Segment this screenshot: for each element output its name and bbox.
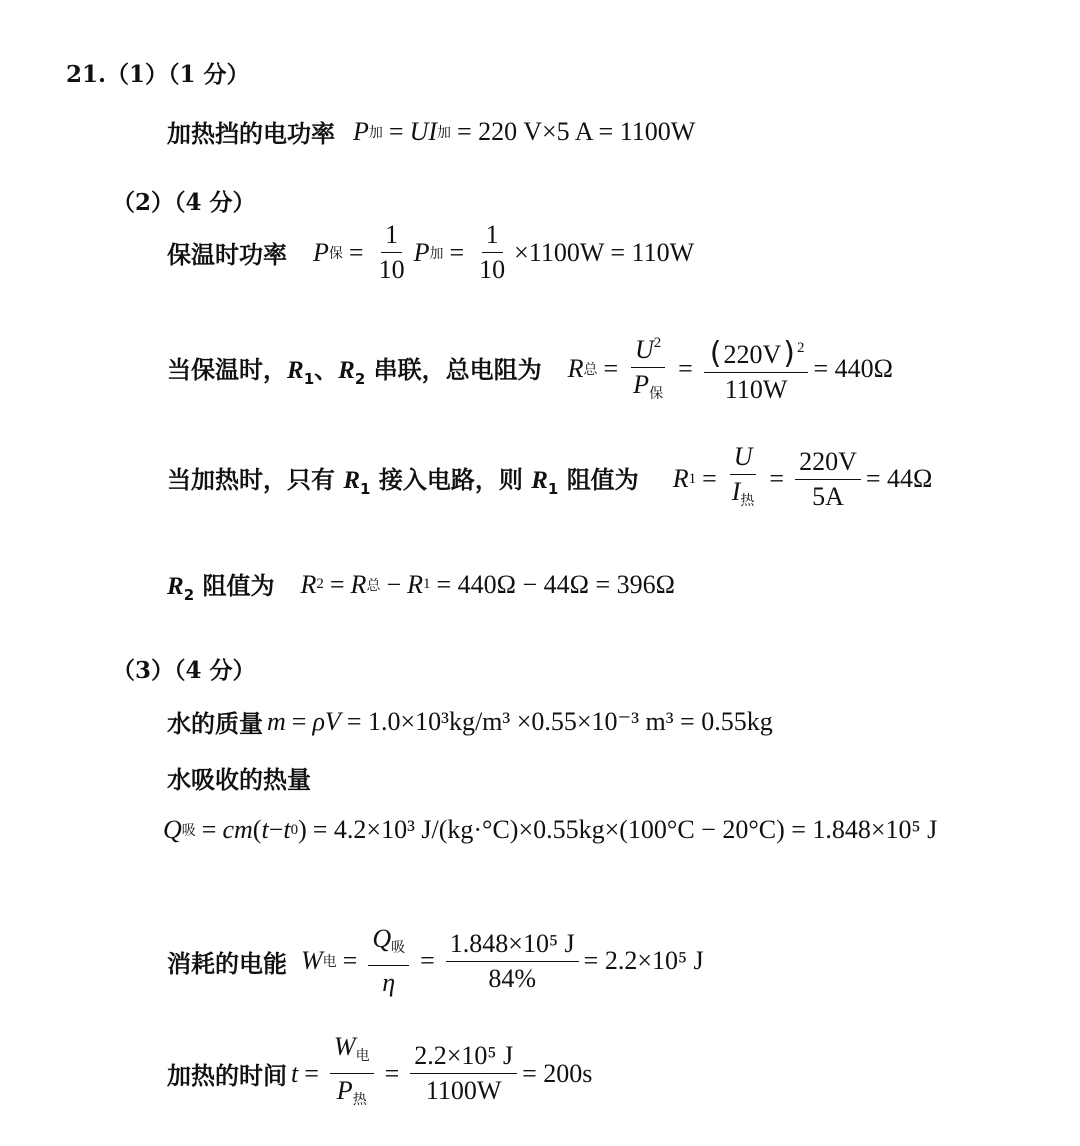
heat-absorbed-formula: Q 吸 = cm ( t − t 0 ) = 4.2×10³ J/(kg·°C)×0.55kg×(100°C − 20°C) = 1.848×10⁵ J bbox=[163, 815, 938, 844]
r1-resistance-formula: R 1 = $\frac{U}{I_热}$ = $\frac{220V}{5A}$ = 44Ω bbox=[672, 442, 933, 511]
heating-time-formula: t = $\frac{W_电}{P_热}$ = $\frac{\text{2.2×10⁵ J}}{1100W}$ = 200s bbox=[291, 1032, 593, 1108]
r2-resistance-formula: R 2 = R 总 − R 1 = 440Ω − 44Ω = 396Ω bbox=[300, 569, 675, 599]
heating-power-line bbox=[167, 114, 695, 149]
question-21-part2-header bbox=[112, 184, 256, 217]
header-text: （2）（4 分） bbox=[112, 189, 256, 216]
question-21-part1-header bbox=[66, 56, 250, 89]
heating-time-label: 加热的时间 bbox=[167, 1062, 287, 1090]
header-text: 21.（1）（1 分） bbox=[66, 61, 250, 88]
total-resistance-formula: R 总 = $\frac{U^2}{P_保}$ = $\frac{(220V) ^2}{110W}$ = 440Ω bbox=[568, 326, 893, 411]
electric-energy-label: 消耗的电能 bbox=[167, 949, 287, 978]
water-mass-label: 水的质量 bbox=[167, 710, 263, 738]
total-resistance-line bbox=[167, 326, 893, 411]
heat-absorbed-label: 水吸收的热量 bbox=[167, 766, 311, 794]
keep-warm-power-label: 保温时功率 bbox=[167, 241, 287, 269]
keep-warm-power-line bbox=[167, 218, 694, 287]
heat-absorbed-formula-line bbox=[163, 815, 937, 845]
heating-time-line bbox=[167, 1030, 592, 1117]
electric-energy-formula: W 电 = $\frac{Q_吸}{\eta}$ = $\frac{\text{1.848×10⁵ J}}{84\%}$ = 2.2×10⁵ J bbox=[301, 924, 704, 997]
electric-energy-line bbox=[167, 922, 704, 1000]
question-21-part3-header bbox=[112, 652, 256, 685]
header-text: （3）（4 分） bbox=[112, 657, 256, 684]
total-resistance-label: 当保温时，$R_1$、$R_2$ 串联，总电阻为 bbox=[167, 355, 542, 388]
keep-warm-power-formula: P 保 = $\frac{1}{10}$ P 加 = $\frac{1}{10}$ ×1100W = 110W bbox=[313, 220, 695, 284]
water-mass-line bbox=[167, 704, 773, 739]
heat-absorbed-label-line bbox=[167, 760, 311, 795]
r2-resistance-line bbox=[167, 566, 675, 604]
r1-resistance-label: 当加热时，只有 $R_1$ 接入电路，则 $R_1$ 阻值为 bbox=[167, 466, 639, 498]
r1-resistance-line bbox=[167, 440, 932, 518]
water-mass-formula: m = ρV = 1.0×10³kg/m³ ×0.55×10⁻³ m³ = 0.55kg bbox=[267, 706, 773, 736]
heating-power-label: 加热挡的电功率 bbox=[167, 120, 335, 148]
r2-resistance-label: $R_2$ 阻值为 bbox=[167, 572, 275, 604]
heating-power-formula: P 加 = UI 加 = 220 V×5 A = 1100W bbox=[353, 116, 696, 146]
